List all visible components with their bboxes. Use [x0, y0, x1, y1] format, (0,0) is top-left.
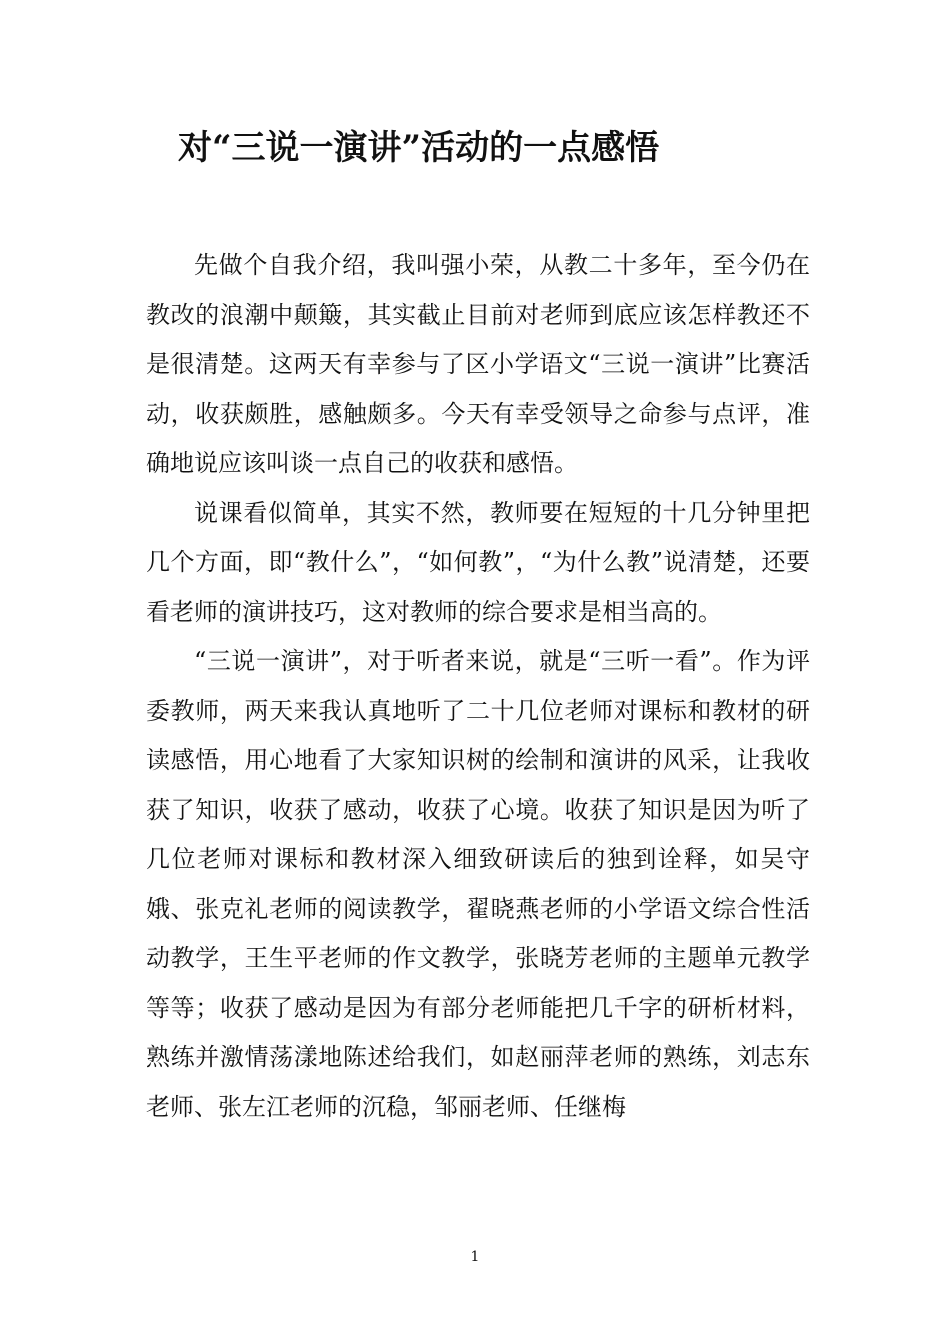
paragraph-1: 先做个自我介绍，我叫强小荣，从教二十多年，至今仍在教改的浪潮中颠簸，其实截止目前对老师到底应该怎样教还不是很清楚。这两天有幸参与了区小学语文“三说一演讲”比赛活动，收获颇胜，感触颇多。今天有幸受领导之命参与点评，准确地说应该叫谈一点自己的收获和感悟。 — [146, 251, 810, 477]
document-body — [146, 241, 810, 1132]
document-title: 对“三说一演讲”活动的一点感悟 — [178, 128, 660, 168]
page-number: 1 — [470, 1249, 480, 1265]
paragraph-2: 说课看似简单，其实不然，教师要在短短的十几分钟里把几个方面，即“教什么”，“如何教”，“为什么教”说清楚，还要看老师的演讲技巧，这对教师的综合要求是相当高的。 — [146, 498, 810, 626]
paragraph-3: “三说一演讲”，对于听者来说，就是“三听一看”。作为评委教师，两天来我认真地听了二十几位老师对课标和教材的研读感悟，用心地看了大家知识树的绘制和演讲的风采，让我收获了知识，收获了感动，收获了心境。收获了知识是因为听了几位老师对课标和教材深入细致研读后的独到诠释，如吴守娥、张克礼老师的阅读教学，翟晓燕老师的小学语文综合性活动教学，王生平老师的作文教学，张晓芳老师的主题单元教学等等；收获了感动是因为有部分老师能把几千字的研析材料，熟练并激情荡漾地陈述给我们，如赵丽萍老师的熟练，刘志东老师、张左江老师的沉稳，邹丽老师、任继梅 — [146, 647, 810, 1121]
